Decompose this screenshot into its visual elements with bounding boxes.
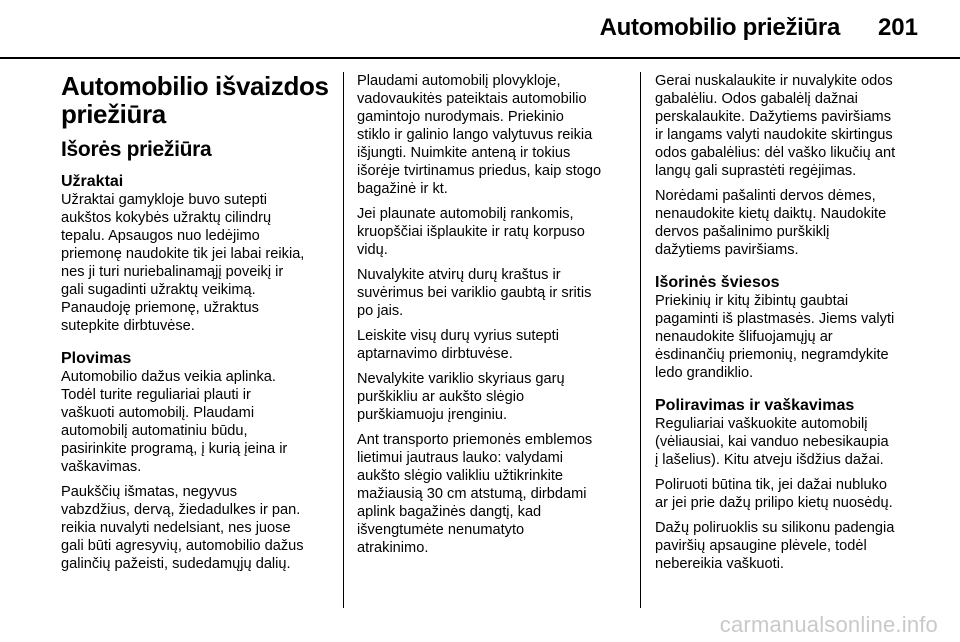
- paragraph: Automobilio dažus veikia aplinka. Todėl turite reguliariai plauti ir vaškuoti automobilį. Plaudami automobilį automatiniu būdu, pasirinkite programą, į kurią įeina ir vaškavimas.: [61, 369, 288, 475]
- subheading-exterior-lights: Išorinės šviesos: [655, 274, 780, 291]
- column-3: [655, 72, 927, 580]
- paragraph: Plaudami automobilį plovykloje, vadovaukitės pateiktais automobilio gamintojo nurodymais. Priekinio stiklo ir galinio lango valytuvus reikia išjungti. Nuimkite anteną ir tokius išorėje tvirtinamus priedus, kaip stogo bagažinė ir kt.: [357, 73, 602, 197]
- paragraph: Poliruoti būtina tik, jei dažai nubluko ar jei prie dažų prilipo kietų nuosėdų.: [655, 477, 893, 511]
- watermark: carmanualsonline.info: [719, 612, 938, 637]
- paragraph: Reguliariai vaškuokite automobilį (vėliausiai, kai vanduo nebesikaupia į lašelius). Kitu atveju išdžius dažai.: [655, 416, 889, 468]
- column-divider: [640, 72, 641, 608]
- paragraph: Jei plaunate automobilį rankomis, kruopščiai išplaukite ir ratų korpuso vidų.: [357, 206, 585, 258]
- paragraph: Leiskite visų durų vyrius sutepti aptarnavimo dirbtuvėse.: [357, 328, 559, 362]
- paragraph: Gerai nuskalaukite ir nuvalykite odos gabalėliu. Odos gabalėlį dažnai perskalaukite. Dažytiems paviršiams ir langams valyti naudokite skirtingus odos gabalėlius: dėl vaško likučių ant langų gali suprastėti regėjimas.: [655, 73, 896, 179]
- column-divider: [343, 72, 344, 608]
- paragraph: Dažų poliruoklis su silikonu padengia paviršių apsaugine plėvele, todėl nebereikia vaškuoti.: [655, 520, 895, 572]
- subheading-washing: Plovimas: [61, 350, 132, 367]
- running-header-title: Automobilio priežiūra: [599, 14, 840, 41]
- header-rule: [0, 57, 960, 59]
- column-1: [61, 72, 329, 580]
- paragraph: Paukščių išmatas, negyvus vabzdžius, dervą, žiedadulkes ir pan. reikia nuvalyti nedelsiant, nes juose gali būti agresyvių, automobilio dažus galinčių pažeisti, sudedamųjų dalių.: [61, 484, 304, 572]
- paragraph: Norėdami pašalinti dervos dėmes, nenaudokite kietų daiktų. Naudokite dervos pašalinimo purškiklį dažytiems paviršiams.: [655, 188, 887, 258]
- column-2: [357, 72, 635, 564]
- paragraph: Nevalykite variklio skyriaus garų purškikliu ar aukšto slėgio purškiamuoju įrenginiu.: [357, 371, 565, 423]
- paragraph: Nuvalykite atvirų durų kraštus ir suvėrimus bei variklio gaubtą ir sritis po jais.: [357, 267, 592, 319]
- chapter-title: Automobilio išvaizdos priežiūra: [61, 71, 329, 129]
- subheading-polishing-waxing: Poliravimas ir vaškavimas: [655, 397, 855, 414]
- paragraph: Užraktai gamykloje buvo sutepti aukštos kokybės užraktų cilindrų tepalu. Apsaugos nuo ledėjimo priemonę naudokite tik jei labai reikia, nes ji turi nuriebalinamąjį poveikį ir gali sugadinti užraktų veikimą. Panaudoję priemonę, užraktus sutepkite dirbtuvėse.: [61, 192, 305, 334]
- paragraph: Ant transporto priemonės emblemos lietimui jautraus lauko: valydami aukšto slėgio valikliu užtikrinkite mažiausią 30 cm atstumą, dirbdami aplink bagažinės dangtį, kad išvengtumėte nenumatyto atrakinimo.: [357, 432, 593, 556]
- page-number: 201: [877, 14, 918, 41]
- section-heading: Išorės priežiūra: [61, 138, 212, 161]
- paragraph: Priekinių ir kitų žibintų gaubtai pagaminti iš plastmasės. Jiems valyti nenaudokite šlifuojamųjų ar ėsdinančių priemonių, negramdykite ledo grandiklio.: [655, 293, 895, 381]
- subheading-locks: Užraktai: [61, 173, 124, 190]
